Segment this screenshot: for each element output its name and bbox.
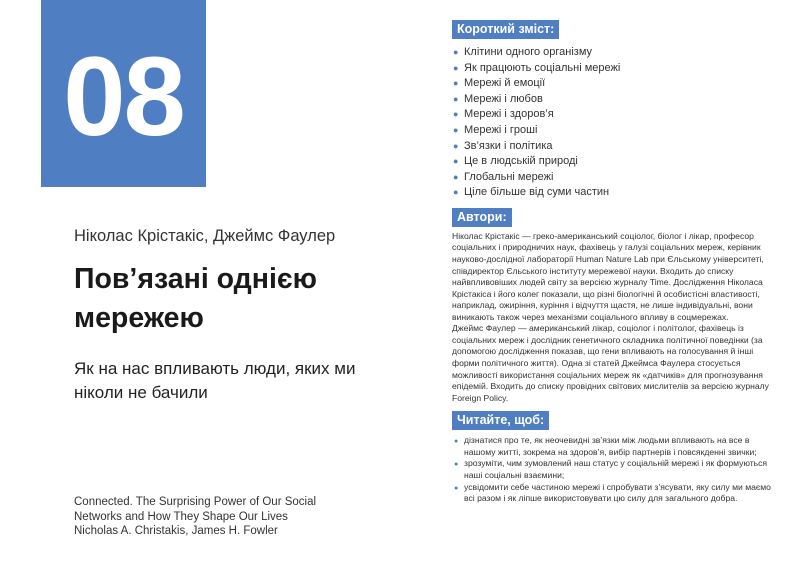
authors-bio [452,231,777,404]
summary-item: ● Мережі і здоров’я [452,107,777,123]
read-item: ● зрозуміти, чим зумовлений наш статус у соціальній мережі і як формуються наші соціальні взаємини; [454,458,768,480]
read-item: ● дізнатися про те, як неочевидні зв’язки між людьми впливають на все в нашому житті, зокрема на здоров’я, вибір партнерів і повсякденні звички; [454,435,757,457]
summary-list [452,45,777,201]
chapter-number-box [41,0,206,187]
read-list [452,435,777,505]
summary-item: ● Зв’язки і політика [452,139,777,155]
bullet-icon: ● [453,47,459,57]
info-panel [452,20,777,505]
book-authors: Ніколас Крістакіс, Джеймс Фаулер [74,227,336,245]
read-item: ● усвідомити себе частиною мережі і спробувати з’ясувати, яку силу ми маємо всі разом і як ліпше використовувати цю силу для загального добра. [454,481,771,504]
bullet-icon: ● [453,78,459,89]
read-heading: Читайте, щоб: [452,411,549,430]
bullet-icon: ● [453,171,459,182]
summary-item: ● Глобальні мережі [452,170,777,186]
book-subtitle: Як на нас впливають люди, яких ми ніколи не бачили [74,359,356,402]
chapter-number: 08 [63,34,184,159]
bio-christakis: Ніколас Крістакіс — греко-американський соціолог, біолог і лікар, професор соціальних і природничих наук, фахівець у галузі соціальних мереж, керівник науково-дослідної лабораторії Human Nature Lab при Єльському університеті, співдиректор Єльського інституту мережевої науки. Входить до списку найвпливовіших людей світу за версією журналу Time. Дослідження Ніколаса Крістакіса і його колег показали, що різні біологічні й особистісні властивості, наприклад, ожиріння, куріння і відчуття щастя, не лише індивідуальні, вони виникають також через механізми соціального впливу в соцмережах. [452,230,764,322]
original-title-line-1: Connected. The Surprising Power of Our Social [74,496,317,508]
summary-item: ● Мережі і гроші [452,123,777,139]
bullet-icon: ● [454,484,459,492]
bullet-icon: ● [453,124,459,135]
authors-section [452,208,777,404]
read-section [452,411,777,505]
summary-section [452,20,777,201]
summary-item: ● Ціле більше від суми частин [452,185,777,201]
summary-item: ● Клітини одного організму [452,45,777,61]
summary-item: ● Мережі і любов [452,92,777,108]
bullet-icon: ● [453,140,459,151]
book-title: Пов’язані однією мережею [74,263,317,334]
bullet-icon: ● [453,93,459,104]
original-edition [74,495,374,539]
bullet-icon: ● [453,109,459,120]
summary-item: ● Як працюють соціальні мережі [452,61,777,77]
bullet-icon: ● [454,438,459,446]
summary-item: ● Мережі й емоції [452,76,777,92]
bullet-icon: ● [454,461,459,469]
original-authors: Nicholas A. Christakis, James H. Fowler [74,525,278,537]
bio-fowler: Джеймс Фаулер — американський лікар, соціолог і політолог, фахівець із соціальних мереж і дослідник генетичного складника політичної поведінки (за допомогою дослідження показав, що гени впливають на голосування й інші форми політичного життя). Одна зі статей Джеймса Фаулера стосується можливості використання соціальних мереж як «датчиків» для прогнозування епідемій. Входить до списку провідних світових мислителів за версією журналу Foreign Policy. [452,323,769,403]
bullet-icon: ● [453,156,459,167]
authors-heading: Автори: [452,208,512,227]
original-title-line-2: Networks and How They Shape Our Lives [74,510,288,523]
bullet-icon: ● [453,187,459,198]
bullet-icon: ● [453,62,459,73]
summary-heading: Короткий зміст: [452,20,559,39]
summary-item: ● Це в людській природі [452,154,777,170]
